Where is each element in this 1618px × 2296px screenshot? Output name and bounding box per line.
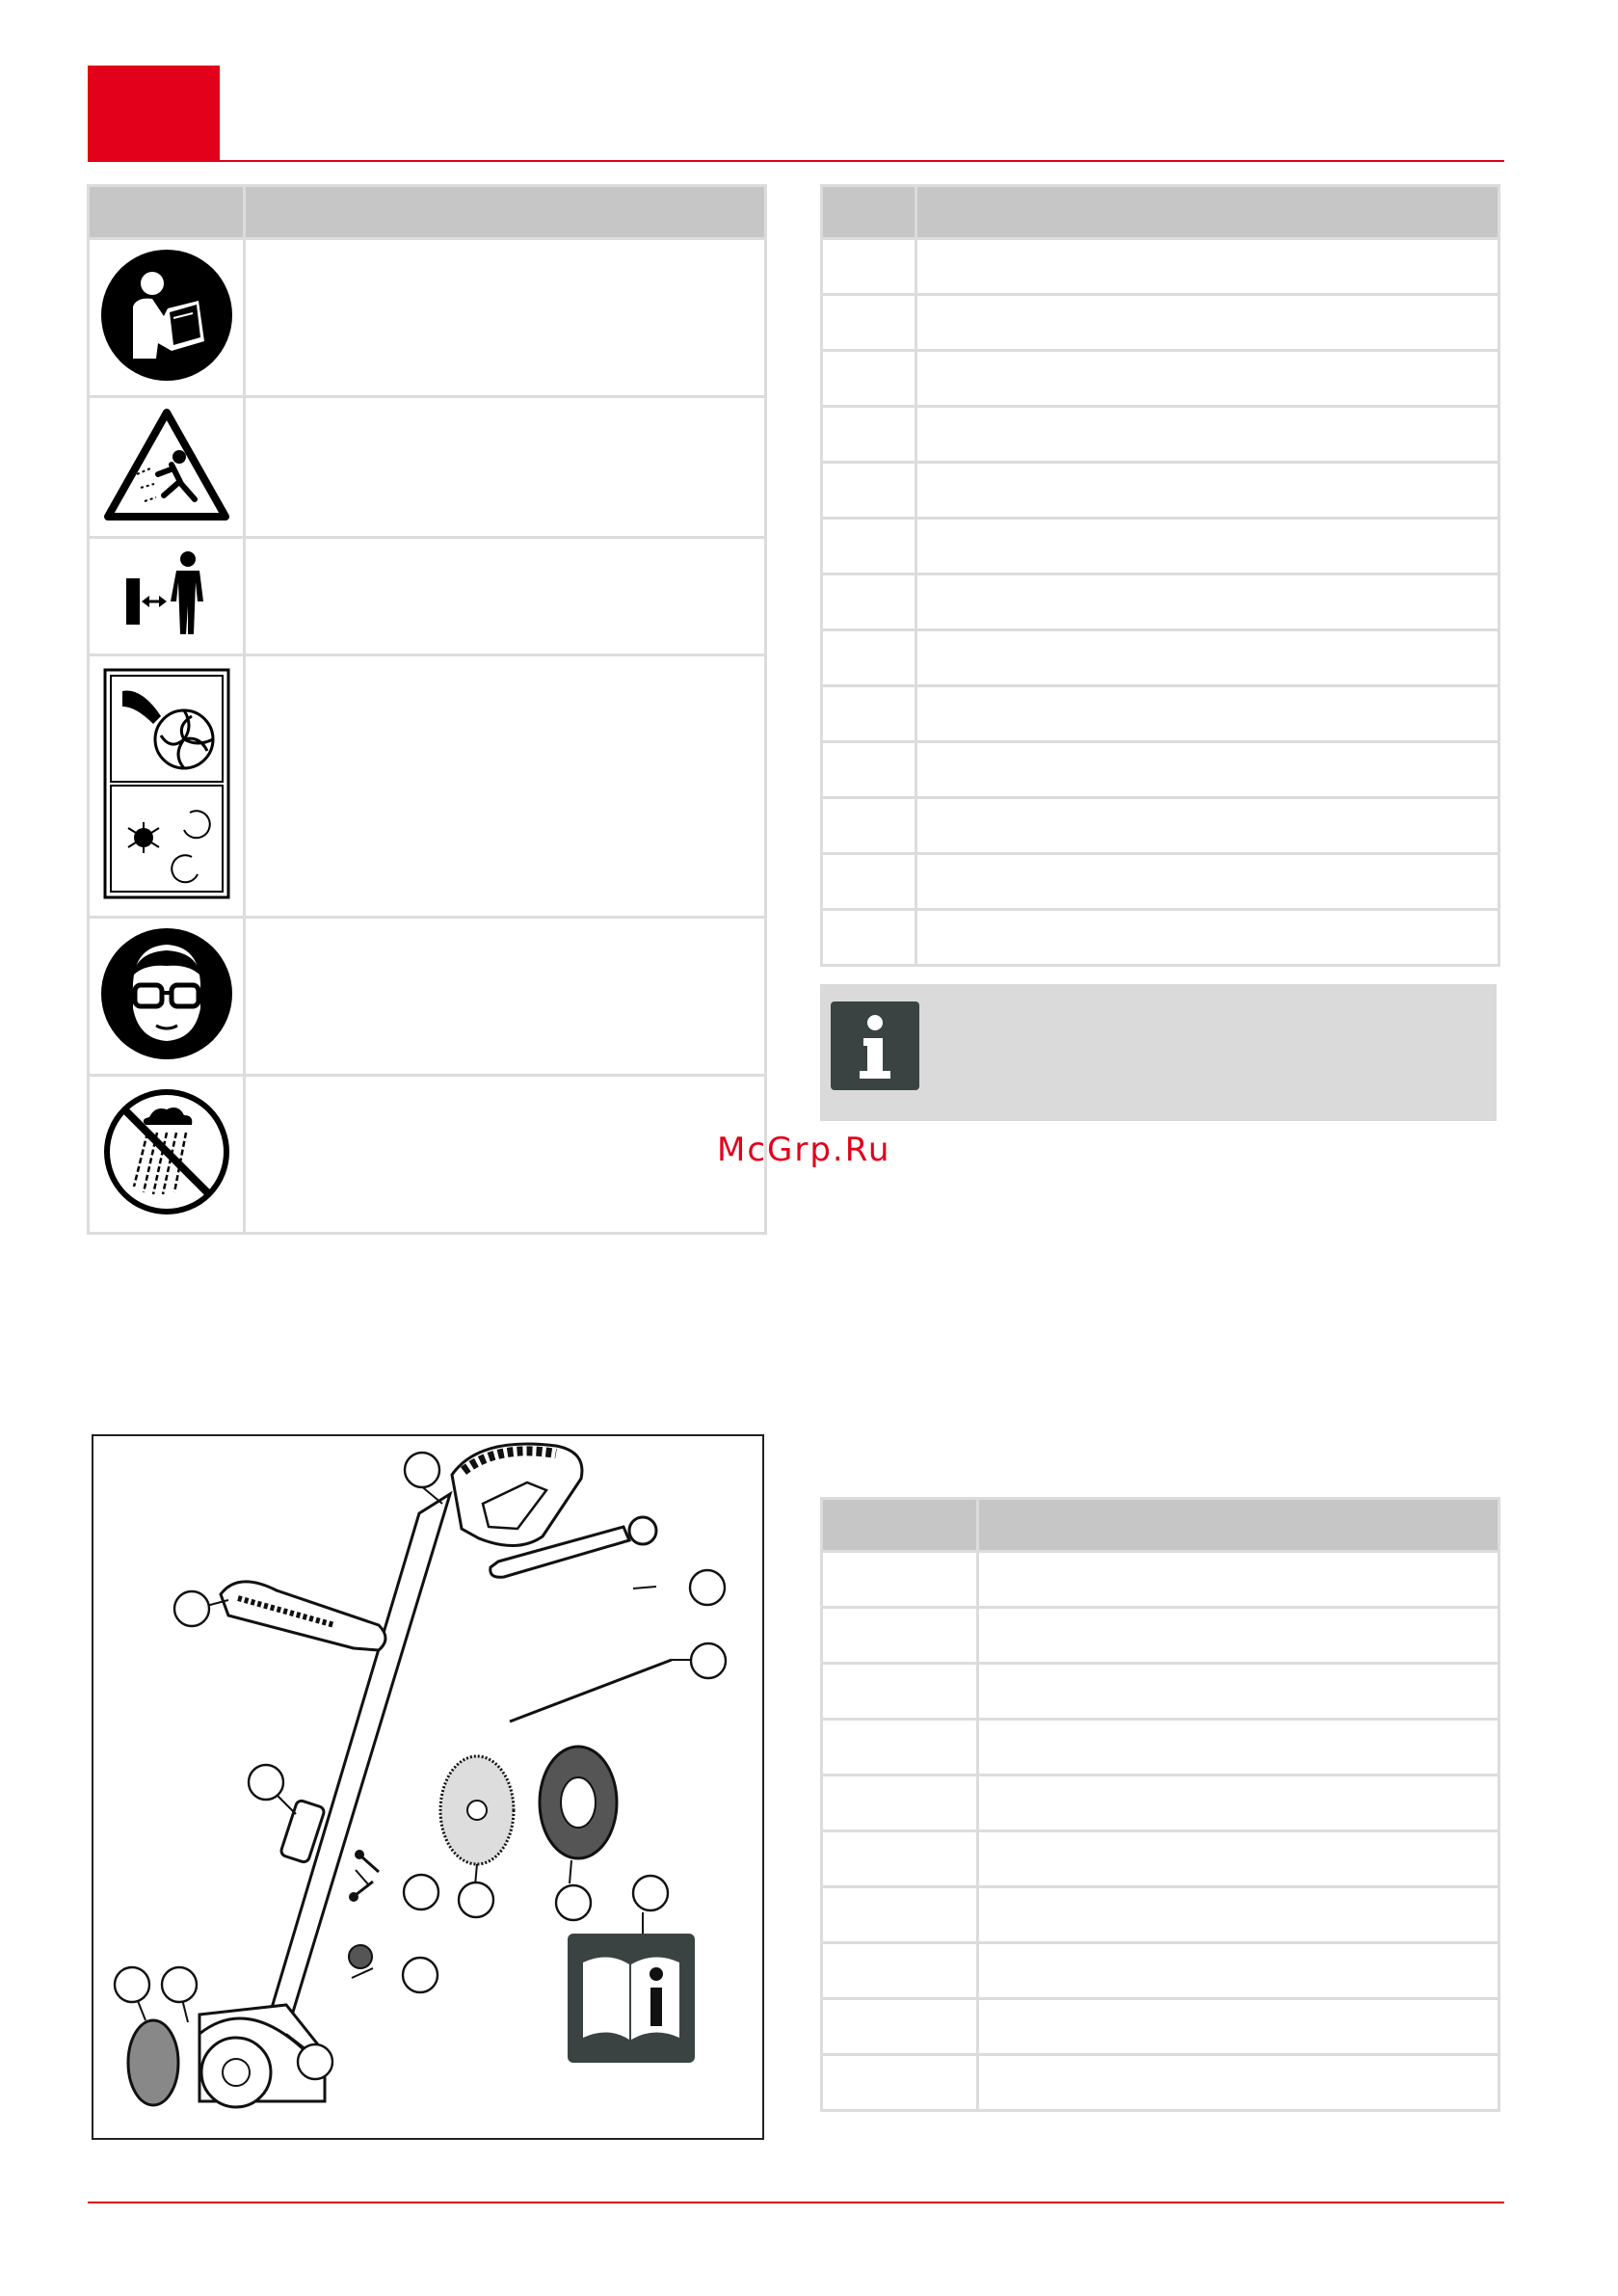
- specs-table: [820, 184, 1500, 967]
- table-row: [822, 1775, 1499, 1831]
- table-row: [89, 538, 766, 655]
- eye-protection-icon: [98, 925, 235, 1062]
- table-row: [822, 1552, 1499, 1608]
- parts-figure: [92, 1434, 764, 2140]
- callout-marker: [404, 1875, 438, 1909]
- header-rule: [88, 160, 1504, 162]
- parts-illustration: [93, 1436, 762, 2138]
- table-row: [822, 1608, 1499, 1664]
- table-row: [822, 351, 1499, 407]
- table-row: [822, 1831, 1499, 1887]
- table-row: [89, 239, 766, 397]
- specs-table-header: [822, 186, 1499, 239]
- table-row: [822, 1943, 1499, 1999]
- info-note: [820, 984, 1497, 1121]
- keep-distance-icon: [119, 546, 215, 642]
- table-row: [822, 519, 1499, 574]
- table-row: [89, 918, 766, 1076]
- table-row: [822, 686, 1499, 742]
- callout-marker: [459, 1882, 493, 1917]
- table-row: [822, 798, 1499, 854]
- table-row: [89, 1076, 766, 1234]
- table-row: [822, 742, 1499, 798]
- table-row: [822, 854, 1499, 910]
- flying-debris-warning-icon: [102, 407, 231, 522]
- table-row: [822, 1664, 1499, 1720]
- table-row: [822, 1720, 1499, 1775]
- parts-table-header: [822, 1499, 1499, 1552]
- callout-marker: [691, 1643, 726, 1678]
- callout-marker: [556, 1885, 591, 1920]
- footer-rule: [88, 2202, 1504, 2203]
- table-row: [822, 630, 1499, 686]
- callout-marker: [405, 1453, 439, 1487]
- symbols-table: [87, 184, 767, 1235]
- table-row: [822, 910, 1499, 966]
- callout-marker: [115, 1967, 149, 2002]
- chapter-tab: [88, 66, 220, 162]
- table-row: [822, 574, 1499, 630]
- callout-marker: [633, 1876, 668, 1910]
- table-row: [89, 655, 766, 918]
- parts-table: [820, 1497, 1500, 2112]
- watermark: McGrp.Ru: [717, 1131, 891, 1169]
- table-row: [822, 1887, 1499, 1943]
- callout-marker: [690, 1570, 725, 1605]
- table-row: [822, 407, 1499, 463]
- no-rain-icon: [101, 1086, 232, 1217]
- callout-marker: [162, 1967, 197, 2002]
- table-row: [822, 295, 1499, 351]
- table-row: [822, 463, 1499, 519]
- callout-marker: [174, 1591, 209, 1626]
- rotating-brush-hazard-icon: [103, 668, 230, 899]
- callout-marker: [298, 2044, 332, 2079]
- read-manual-icon: [98, 247, 235, 384]
- callout-marker: [403, 1958, 438, 1992]
- symbols-table-header: [89, 186, 766, 239]
- table-row: [822, 1999, 1499, 2055]
- info-icon: [831, 1001, 919, 1090]
- table-row: [89, 397, 766, 538]
- callout-marker: [249, 1765, 283, 1800]
- table-row: [822, 2055, 1499, 2111]
- table-row: [822, 239, 1499, 295]
